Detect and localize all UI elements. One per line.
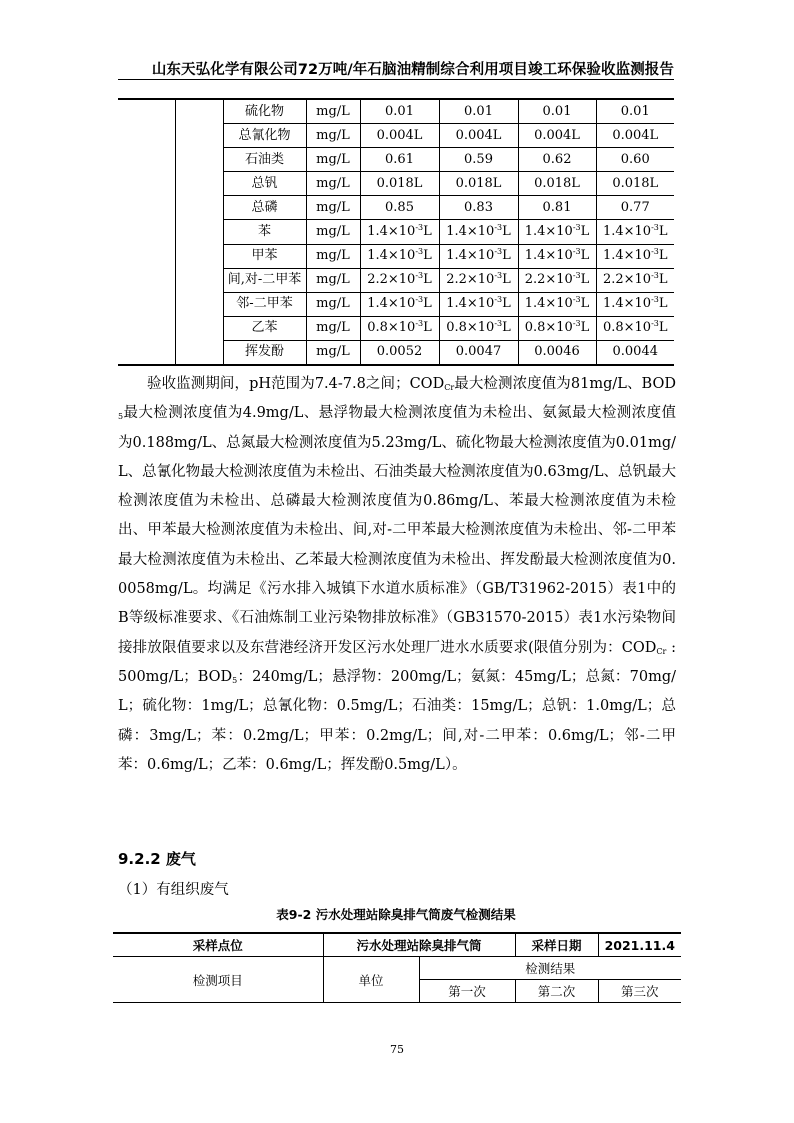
result-value: 0.0046	[518, 340, 596, 365]
result-value: $0.8\times 10^{-3}L$	[596, 316, 674, 340]
result-value: $0.8\times 10^{-3}L$	[518, 316, 596, 340]
result-value: 0.004L	[518, 124, 596, 148]
result-value: 0.85	[360, 196, 439, 220]
result-value: $2.2\times 10^{-3}L$	[596, 268, 674, 292]
test-item: 石油类	[223, 148, 306, 172]
results-header: 检测结果	[419, 957, 681, 980]
result-value: 0.62	[518, 148, 596, 172]
table-9-2-caption: 表9-2 污水处理站除臭排气筒废气检测结果	[276, 907, 516, 922]
result-value: $2.2\times 10^{-3}L$	[360, 268, 439, 292]
unit: mg/L	[306, 148, 360, 172]
unit: mg/L	[306, 340, 360, 365]
round-2-header: 第二次	[515, 980, 598, 1003]
test-item-header: 检测项目	[113, 957, 323, 1003]
unit: mg/L	[306, 268, 360, 292]
result-value: $1.4\times 10^{-3}L$	[439, 220, 518, 244]
sample-point-label: 采样点位	[113, 933, 323, 957]
page-number: 75	[390, 1043, 404, 1056]
test-item: 间,对-二甲苯	[223, 268, 306, 292]
test-item: 总氰化物	[223, 124, 306, 148]
subsection-organized-exhaust: （1）有组织废气	[118, 882, 229, 898]
result-value: 0.77	[596, 196, 674, 220]
unit: mg/L	[306, 244, 360, 268]
result-value: 0.01	[439, 99, 518, 124]
result-value: $1.4\times 10^{-3}L$	[518, 292, 596, 316]
table-row	[118, 99, 674, 124]
result-value: 0.81	[518, 196, 596, 220]
result-value: 0.61	[360, 148, 439, 172]
result-value: 0.0044	[596, 340, 674, 365]
unit: mg/L	[306, 220, 360, 244]
test-item: 总钒	[223, 172, 306, 196]
result-value: $0.8\times 10^{-3}L$	[360, 316, 439, 340]
round-1-header: 第一次	[419, 980, 515, 1003]
test-item: 总磷	[223, 196, 306, 220]
unit-header: 单位	[323, 957, 419, 1003]
result-value: $1.4\times 10^{-3}L$	[518, 244, 596, 268]
page-header-title: 山东天弘化学有限公司72万吨/年石脑油精制综合利用项目竣工环保验收监测报告	[151, 62, 674, 78]
test-item: 挥发酚	[223, 340, 306, 365]
result-value: $1.4\times 10^{-3}L$	[439, 244, 518, 268]
result-value: 0.01	[360, 99, 439, 124]
result-value: $1.4\times 10^{-3}L$	[596, 292, 674, 316]
sample-date-value: 2021.11.4	[598, 933, 681, 957]
test-item: 苯	[223, 220, 306, 244]
exhaust-gas-results-table	[113, 932, 681, 1003]
result-value: 0.004L	[596, 124, 674, 148]
header-rule	[118, 79, 674, 80]
monitoring-summary-paragraph: 验收监测期间，pH范围为7.4-7.8之间；$COD_{Cr}$最大检测浓度值为81mg/L、$BOD_5$最大检测浓度值为4.9mg/L、悬浮物最大检测浓度值为未检出、氨氮最大检测浓度值为0.188mg/L、总氮最大检测浓度值为5.23mg/L、硫化物最大检测浓度值为0.01mg/L、总氰化物最大检测浓度值为未检出、石油类最大检测浓度值为0.63mg/L、总钒最大检测浓度值为未检出、总磷最大检测浓度值为0.86mg/L、苯最大检测浓度值为未检出、甲苯最大检测浓度值为未检出、间,对-二甲苯最大检测浓度值为未检出、邻-二甲苯最大检测浓度值为未检出、乙苯最大检测浓度值为未检出、挥发酚最大检测浓度值为0.0058mg/L。均满足《污水排入城镇下水道水质标准》（GB/T31962-2015）表1中的B等级标准要求、《石油炼制工业污染物排放标准》（GB31570-2015）表1水污染物间接排放限值要求以及东营港经济开发区污水处理厂进水水质要求(限值分别为：$COD_{Cr}$ :500mg/L；$BOD_5$：240mg/L；悬浮物：200mg/L；氨氮：45mg/L；总氮：70mg/L；硫化物：1mg/L；总氰化物：0.5mg/L；石油类：15mg/L；总钒：1.0mg/L；总磷：3mg/L；苯：0.2mg/L；甲苯：0.2mg/L；间,对-二甲苯：0.6mg/L；邻-二甲苯：0.6mg/L；乙苯：0.6mg/L；挥发酚0.5mg/L）。	[118, 376, 677, 773]
result-value: 0.01	[518, 99, 596, 124]
round-3-header: 第三次	[598, 980, 681, 1003]
unit: mg/L	[306, 196, 360, 220]
result-value: 0.018L	[360, 172, 439, 196]
blank-cell	[175, 99, 223, 365]
section-heading-exhaust-gas: 9.2.2 废气	[118, 850, 196, 868]
result-value: $0.8\times 10^{-3}L$	[439, 316, 518, 340]
result-value: 0.018L	[439, 172, 518, 196]
result-value: 0.0052	[360, 340, 439, 365]
test-item: 乙苯	[223, 316, 306, 340]
result-value: 0.01	[596, 99, 674, 124]
result-value: 0.004L	[439, 124, 518, 148]
blank-cell	[118, 99, 175, 365]
sample-date-label: 采样日期	[515, 933, 598, 957]
result-value: $1.4\times 10^{-3}L$	[439, 292, 518, 316]
unit: mg/L	[306, 292, 360, 316]
result-value: $1.4\times 10^{-3}L$	[360, 292, 439, 316]
result-value: 0.59	[439, 148, 518, 172]
unit: mg/L	[306, 124, 360, 148]
result-value: 0.0047	[439, 340, 518, 365]
result-value: $1.4\times 10^{-3}L$	[360, 244, 439, 268]
result-value: $1.4\times 10^{-3}L$	[518, 220, 596, 244]
unit: mg/L	[306, 99, 360, 124]
result-value: $1.4\times 10^{-3}L$	[360, 220, 439, 244]
unit: mg/L	[306, 316, 360, 340]
result-value: 0.60	[596, 148, 674, 172]
result-value: $1.4\times 10^{-3}L$	[596, 244, 674, 268]
result-value: 0.83	[439, 196, 518, 220]
result-value: $1.4\times 10^{-3}L$	[596, 220, 674, 244]
test-item: 硫化物	[223, 99, 306, 124]
result-value: 0.018L	[518, 172, 596, 196]
result-value: 0.004L	[360, 124, 439, 148]
sample-point-value: 污水处理站除臭排气筒	[323, 933, 515, 957]
unit: mg/L	[306, 172, 360, 196]
result-value: 0.018L	[596, 172, 674, 196]
result-value: $2.2\times 10^{-3}L$	[439, 268, 518, 292]
result-value: $2.2\times 10^{-3}L$	[518, 268, 596, 292]
test-item: 甲苯	[223, 244, 306, 268]
test-item: 邻-二甲苯	[223, 292, 306, 316]
water-quality-table-continued	[118, 98, 674, 366]
